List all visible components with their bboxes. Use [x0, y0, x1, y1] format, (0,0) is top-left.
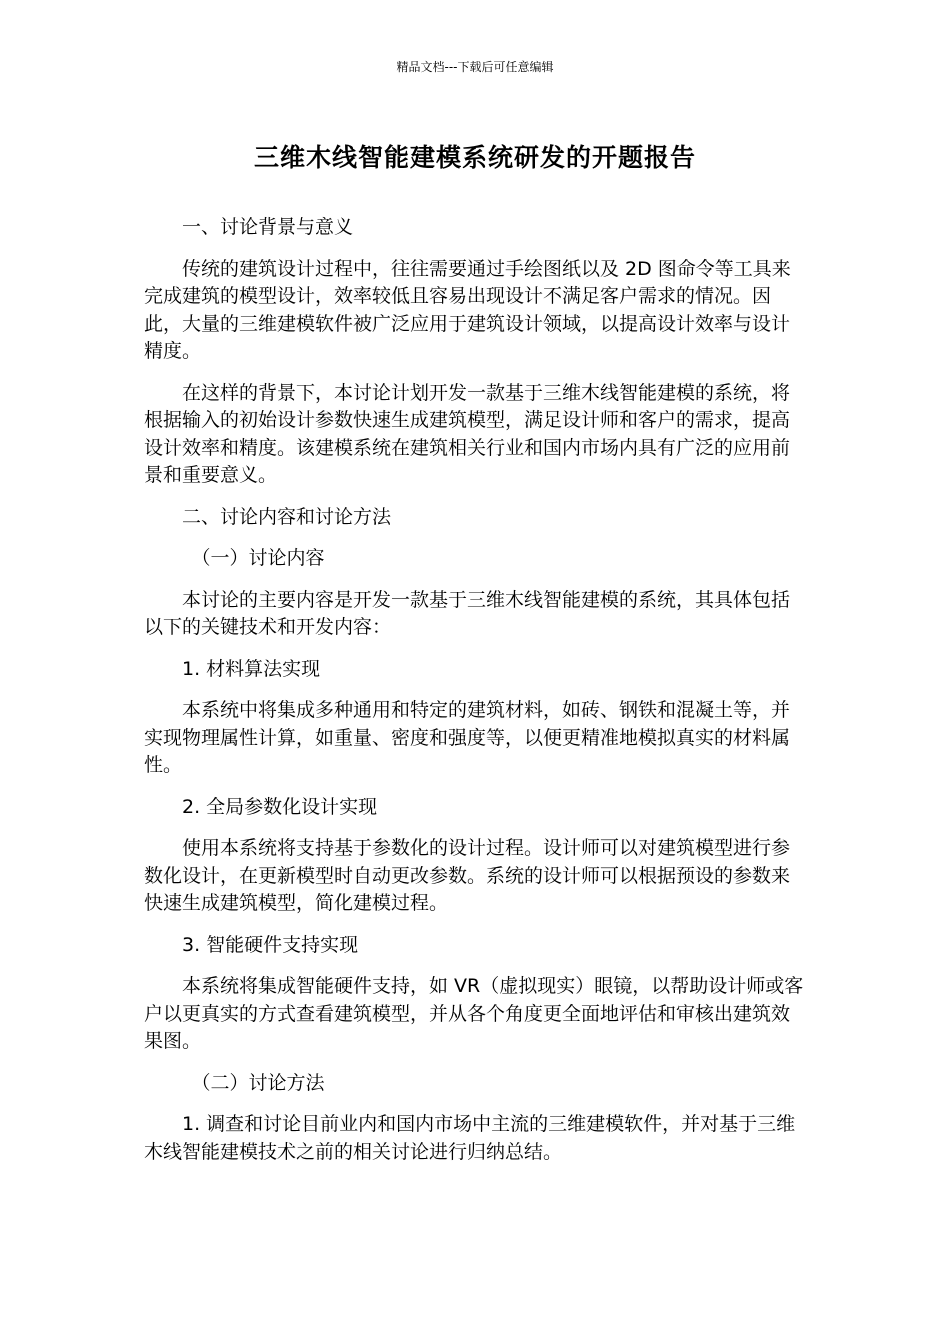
section-heading-background: 一、讨论背景与意义: [182, 216, 354, 238]
paragraph-traditional-design: 传统的建筑设计过程中，往往需要通过手绘图纸以及 2D 图命令等工具来完成建筑的模型设计，效率较低且容易出现设计不满足客户需求的情况。因此，大量的三维建模软件被广泛应用于建筑设计领域，以提高设计效率与设计精度。: [144, 257, 791, 362]
paragraph-method-survey: 1. 调查和讨论目前业内和国内市场中主流的三维建模软件，并对基于三维木线智能建模技术之前的相关讨论进行归纳总结。: [144, 1113, 796, 1163]
paragraph-material-algorithm: 本系统中将集成多种通用和特定的建筑材料，如砖、钢铁和混凝土等，并实现物理属性计算，如重量、密度和强度等，以便更精准地模拟真实的材料属性。: [144, 699, 791, 776]
paragraph-main-content: 本讨论的主要内容是开发一款基于三维木线智能建模的系统，其具体包括以下的关键技术和开发内容：: [144, 588, 791, 638]
header-note: 精品文档---下载后可任意编辑: [396, 60, 554, 74]
item-heading-material-algorithm: 1. 材料算法实现: [182, 657, 321, 680]
subsection-heading-methods: （二）讨论方法: [191, 1071, 325, 1094]
paragraph-project-plan: 在这样的背景下，本讨论计划开发一款基于三维木线智能建模的系统，将根据输入的初始设计参数快速生成建筑模型，满足设计师和客户的需求，提高设计效率和精度。该建模系统在建筑相关行业和国内市场内具有广泛的应用前景和重要意义。: [144, 381, 791, 486]
subsection-heading-content: （一）讨论内容: [191, 547, 325, 569]
paragraph-parametric-design: 使用本系统将支持基于参数化的设计过程。设计师可以对建筑模型进行参数化设计，在更新模型时自动更改参数。系统的设计师可以根据预设的参数来快速生成建筑模型，简化建模过程。: [144, 837, 791, 914]
document-title: 三维木线智能建模系统研发的开题报告: [253, 143, 696, 172]
item-heading-smart-hardware: 3. 智能硬件支持实现: [182, 933, 359, 956]
document-body: [144, 214, 806, 1180]
paragraph-smart-hardware: 本系统将集成智能硬件支持，如 VR（虚拟现实）眼镜，以帮助设计师或客户以更真实的方式查看建筑模型，并从各个角度更全面地评估和审核出建筑效果图。: [144, 975, 804, 1052]
section-heading-content-methods: 二、讨论内容和讨论方法: [182, 505, 392, 528]
item-heading-parametric-design: 2. 全局参数化设计实现: [182, 795, 378, 818]
